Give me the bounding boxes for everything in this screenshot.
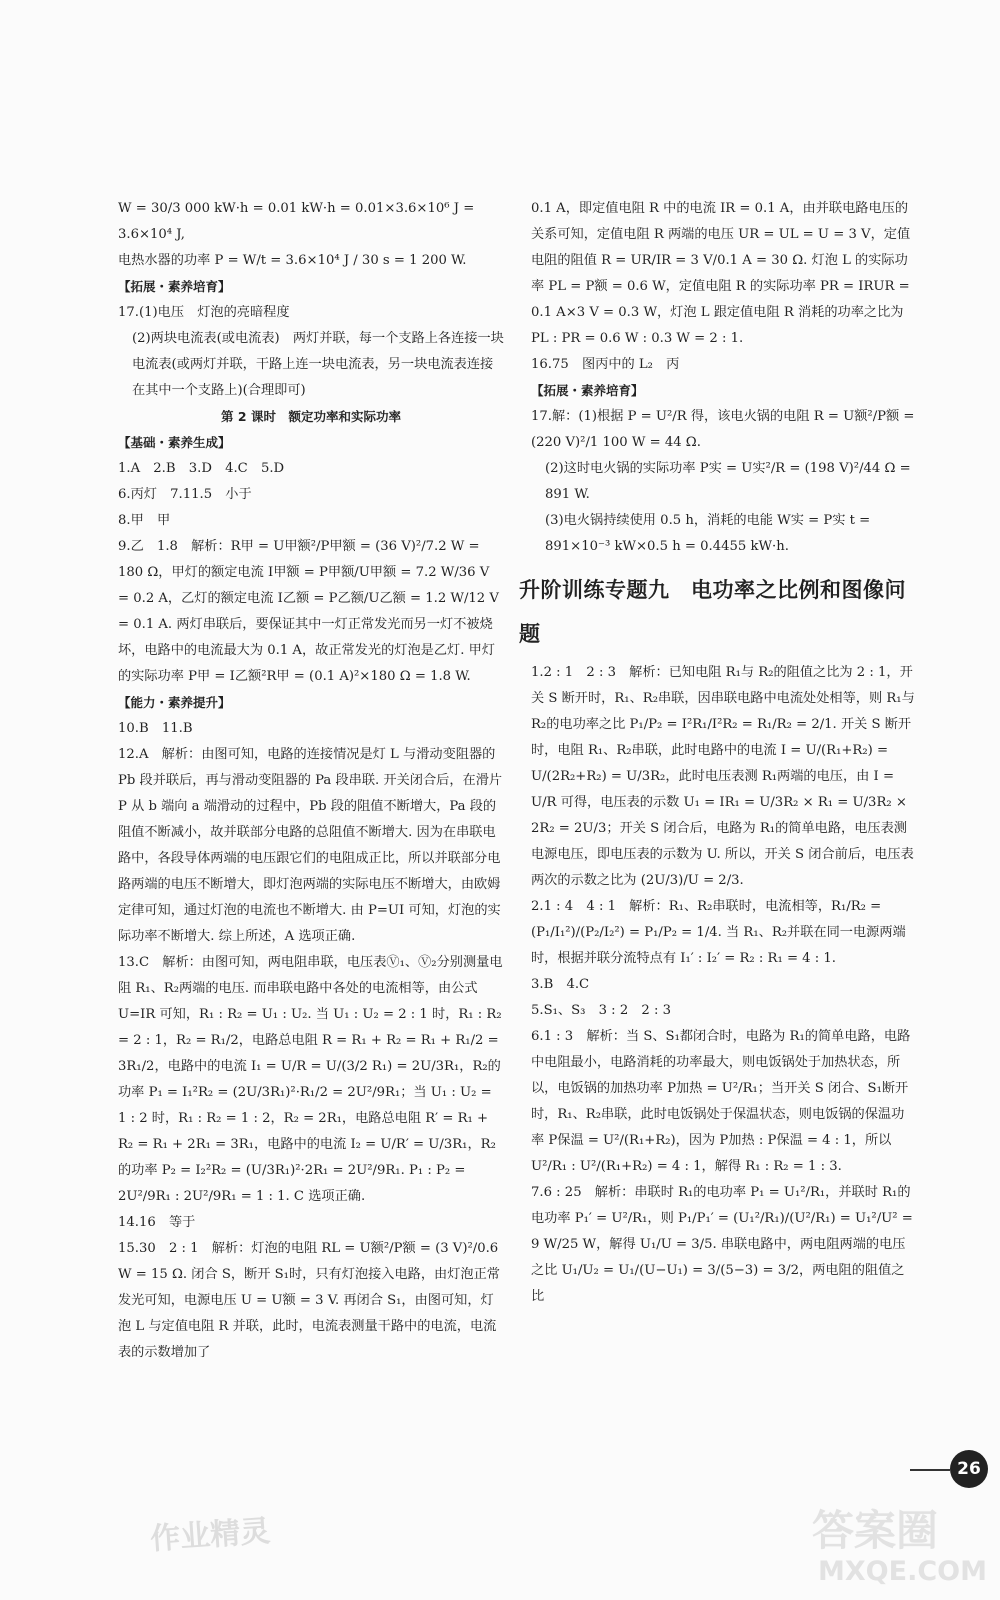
right-column <box>519 196 916 1310</box>
left-column <box>118 196 504 1366</box>
answer-item: 8.甲 甲 <box>118 513 171 528</box>
answer-item: 9.乙 1.8 解析：R甲 = U甲额²/P甲额 = (36 V)²/7.2 W = 180 Ω，甲灯的额定电流 I甲额 = P甲额/U甲额 = 7.2 W/36 V = 0.2 A，乙灯的额定电流 I乙额 = P乙额/U乙额 = 1.2 W/12 V = 0.1 A. 两灯串联后，要保证其中一灯正常发光而另一灯不被烧坏，电路中的电流最大为 0.1 A，故正常发光的灯泡是乙灯. 甲灯的实际功率 P甲 = I乙额²R甲 = (0.1 A)²×180 Ω = 1.8 W. <box>118 539 499 684</box>
answer-item: 5.S₁、S₃ 3 : 2 2 : 3 <box>531 1003 672 1018</box>
answer-item: 7.6 : 25 解析：串联时 R₁的电功率 P₁ = U₁²/R₁，并联时 R₁的电功率 P₁′ = U²/R₁，则 P₁/P₁′ = (U₁²/R₁)/(U²/R₁) = U₁²/U² = 9 W/25 W，解得 U₁/U = 3/5. 串联电路中，两电阻两端的电压之比 U₁/U₂ = U₁/(U−U₁) = 3/(5−3) = 3/2，两电阻的阻值之比 <box>531 1185 913 1304</box>
watermark-url: MXQE.COM <box>818 1556 987 1587</box>
section-heading: 【拓展・素养培育】 <box>118 279 231 294</box>
answer-item: 13.C 解析：由图可知，两电阻串联，电压表Ⓥ₁、Ⓥ₂分别测量电阻 R₁、R₂两端的电压. 而串联电路中各处的电流相等，由公式 U=IR 可知，R₁ : R₂ = U₁ : U₂. 当 U₁ : U₂ = 2 : 1 时，R₁ : R₂ = 2 : 1，R₂ = R₁/2，电路总电阻 R = R₁ + R₂ = R₁ + R₁/2 = 3R₁/2，电路中的电流 I₁ = U/R = U/(3/2 R₁) = 2U/3R₁，R₂的功率 P₁ = I₁²R₂ = (2U/3R₁)²·R₁/2 = 2U²/9R₁；当 U₁ : U₂ = 1 : 2 时，R₁ : R₂ = 1 : 2，R₂ = 2R₁，电路总电阻 R′ = R₁ + R₂ = R₁ + 2R₁ = 3R₁，电路中的电流 I₂ = U/R′ = U/3R₁，R₂的功率 P₂ = I₂²R₂ = (U/3R₁)²·2R₁ = 2U²/9R₁. P₁ : P₂ = 2U²/9R₁ : 2U²/9R₁ = 1 : 1. C 选项正确. <box>118 955 503 1204</box>
page-number: 26 <box>950 1450 988 1488</box>
answer-item: 1.A 2.B 3.D 4.C 5.D <box>118 461 285 476</box>
answer-item: 6.丙灯 7.11.5 小于 <box>118 487 252 502</box>
answer-item: 12.A 解析：由图可知，电路的连接情况是灯 L 与滑动变阻器的 Pb 段并联后，再与滑动变阻器的 Pa 段串联. 开关闭合后，在滑片 P 从 b 端向 a 端滑动的过程中，Pb 段的阻值不断增大，Pa 段的阻值不断减小，故并联部分电路的总阻值不断增大. 因为在串联电路中，各段导体两端的电压跟它们的电阻成正比，所以并联部分电路两端的电压不断增大，即灯泡两端的实际电压不断增大，由欧姆定律可知，通过灯泡的电流也不断增大. 由 P=UI 可知，灯泡的实际功率不断增大. 综上所述，A 选项正确. <box>118 747 503 944</box>
answer-item: 6.1 : 3 解析：当 S、S₁都闭合时，电路为 R₁的简单电路，电路中电阻最小，电路消耗的功率最大，则电饭锅处于加热状态，所以，电饭锅的加热功率 P加热 = U²/R₁；当开关 S 闭合、S₁断开时，R₁、R₂串联，此时电饭锅处于保温状态，则电饭锅的保温功率 P保温 = U²/(R₁+R₂)，因为 P加热 : P保温 = 4 : 1，所以 U²/R₁ : U²/(R₁+R₂) = 4 : 1，解得 R₁ : R₂ = 1 : 3. <box>531 1029 911 1174</box>
answer-item: 1.2 : 1 2 : 3 解析：已知电阻 R₁与 R₂的阻值之比为 2 : 1，开关 S 断开时，R₁、R₂串联，因串联电路中电流处处相等，则 R₁与 R₂的电功率之比 P₁/P₂ = I²R₁/I²R₂ = R₁/R₂ = 2/1. 开关 S 断开时，电阻 R₁、R₂串联，此时电路中的电流 I = U/(R₁+R₂) = U/(2R₂+R₂) = U/3R₂，此时电压表测 R₁两端的电压，由 I = U/R 可得，电压表的示数 U₁ = IR₁ = U/3R₂ × R₁ = U/3R₂ × 2R₂ = 2U/3；开关 S 闭合后，电路为 R₁的简单电路，电压表测电源电压，即电压表的示数为 U. 所以，开关 S 闭合前后，电压表两次的示数之比为 (2U/3)/U = 2/3. <box>531 665 915 888</box>
watermark-left: 作业精灵 <box>149 1513 272 1558</box>
answer-item: 14.16 等于 <box>118 1215 196 1230</box>
answer-item: 2.1 : 4 4 : 1 解析：R₁、R₂串联时，电流相等，R₁/R₂ = (P₁/I₁²)/(P₂/I₂²) = P₁/P₂ = 1/4. 当 R₁、R₂并联在同一电源两端时，根据并联分流特点有 I₁′ : I₂′ = R₂ : R₁ = 4 : 1. <box>531 899 906 966</box>
section-heading: 【基础・素养生成】 <box>118 435 231 450</box>
answer-subitem: (2)两块电流表(或电流表) 两灯并联，每一个支路上各连接一块电流表(或两灯并联，干路上连一块电流表，另一块电流表连接在其中一个支路上)(合理即可) <box>132 331 504 398</box>
answer-item: W = 30/3 000 kW·h = 0.01 kW·h = 0.01×3.6×10⁶ J = 3.6×10⁴ J, <box>118 201 475 242</box>
answer-item: 17.(1)电压 灯泡的亮暗程度 <box>118 305 290 320</box>
section-heading: 【拓展・素养培育】 <box>531 383 644 398</box>
watermark-right: 答案圈 <box>812 1506 939 1555</box>
topic-heading: 升阶训练专题九 电功率之比例和图像问题 <box>519 578 906 646</box>
answer-item: 15.30 2 : 1 解析：灯泡的电阻 RL = U额²/P额 = (3 V)²/0.6 W = 15 Ω. 闭合 S，断开 S₁时，只有灯泡接入电路，由灯泡正常发光可知，电源电压 U = U额 = 3 V. 再闭合 S₁，由图可知，灯泡 L 与定值电阻 R 并联，此时，电流表测量干路中的电流，电流表的示数增加了 <box>118 1241 500 1360</box>
answer-subitem: (2)这时电火锅的实际功率 P实 = U实²/R = (198 V)²/44 Ω = 891 W. <box>545 461 911 502</box>
section-heading: 【能力・素养提升】 <box>118 695 231 710</box>
lesson-title: 第 2 课时 额定功率和实际功率 <box>221 409 401 424</box>
answer-subitem: (3)电火锅持续使用 0.5 h，消耗的电能 W实 = P实 t = 891×10⁻³ kW×0.5 h = 0.4455 kW·h. <box>545 513 871 554</box>
answer-item: 17.解：(1)根据 P = U²/R 得，该电火锅的电阻 R = U额²/P额 = (220 V)²/1 100 W = 44 Ω. <box>531 409 915 450</box>
answer-item: 电热水器的功率 P = W/t = 3.6×10⁴ J / 30 s = 1 200 W. <box>118 253 467 268</box>
answer-item: 0.1 A，即定值电阻 R 中的电流 IR = 0.1 A，由并联电路电压的关系可知，定值电阻 R 两端的电压 UR = UL = U = 3 V，定值电阻的阻值 R = UR/IR = 3 V/0.1 A = 30 Ω. 灯泡 L 的实际功率 PL = P额 = 0.6 W，定值电阻 R 的实际功率 PR = IRUR = 0.1 A×3 V = 0.3 W，灯泡 L 跟定值电阻 R 消耗的功率之比为 PL : PR = 0.6 W : 0.3 W = 2 : 1. <box>531 201 911 346</box>
answer-item: 10.B 11.B <box>118 721 193 736</box>
page-number-rule <box>910 1469 950 1471</box>
answer-item: 3.B 4.C <box>531 977 590 992</box>
answer-item: 16.75 图丙中的 L₂ 丙 <box>531 357 680 372</box>
